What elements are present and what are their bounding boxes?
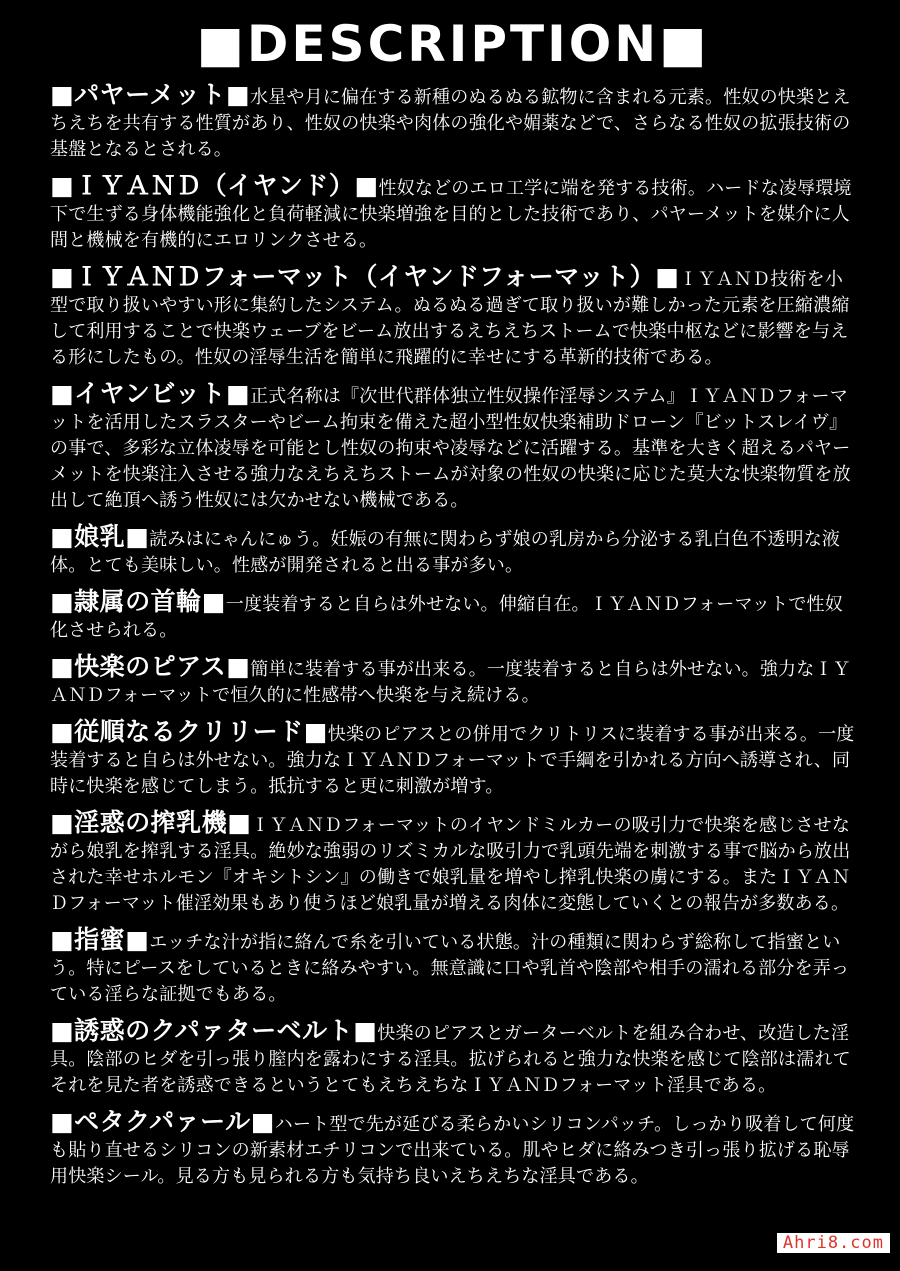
entry-shimitsu [50,927,856,1008]
entry-term: ■隷属の首輪■ [50,587,226,616]
entry-belt [50,1018,856,1099]
entry-description: 簡単に装着する事が出来る。一度装着すると自らは外せない。強力なＩＹＡＮＤフォーマットで恒久的に性感帯へ快楽を与え続ける。 [50,659,851,706]
entry-term: ■ＩＹＡＮＤフォーマット（イヤンドフォーマット）■ [50,262,680,291]
entry-iyand-format [50,264,856,371]
entry-term: ■快楽のピアス■ [50,652,251,681]
entry-milker [50,810,856,917]
entry-description: 水星や月に偏在する新種のぬるぬる鉱物に含まれる元素。性奴の快楽とえちえちを共有する性質があり、性奴の快楽や肉体の強化や媚薬などで、さらなる性奴の拡張技術の基盤となるとされる。 [50,87,851,160]
entry-term: ■誘惑のクパァターベルト■ [50,1016,378,1045]
entry-description: エッチな汁が指に絡んで糸を引いている状態。汁の種類に関わらず総称して指蜜という。特にピースをしているときに絡みやすい。無意識に口や乳首や陰部や相手の濡れる部分を弄っている淫らな証拠でもある。 [50,932,850,1005]
entry-iyan-bit [50,381,856,514]
entry-description: 快楽のピアスとガーターベルトを組み合わせ、改造した淫具。陰部のヒダを引っ張り膣内を露わにする淫具。拡げられると強力な快楽を感じて陰部は濡れてそれを見た者を誘惑できるというとてもえちえちなＩＹＡＮＤフォーマット淫具である。 [50,1023,851,1096]
entry-peta-kupaal [50,1109,856,1190]
entry-term: ■指蜜■ [50,925,150,954]
entry-iyand [50,173,856,254]
entry-description: 一度装着すると自らは外せない。伸縮自在。ＩＹＡＮＤフォーマットで性奴化させられる。 [50,594,843,641]
entry-term: ■娘乳■ [50,522,150,551]
entry-description: 快楽のピアスとの併用でクリトリスに装着する事が出来る。一度装着すると自らは外せない。強力なＩＹＡＮＤフォーマットで手綱を引かれる方向へ誘導され、同時に快楽を感じてしまう。抵抗すると更に刺激が増す。 [50,724,855,797]
entry-description: ＩＹＡＮＤ技術を小型で取り扱いやすい形に集約したシステム。ぬるぬる過ぎて取り扱いが難しかった元素を圧縮濃縮して利用することで快楽ウェーブをビーム放出するえちえちストームで快楽中枢などに影響を与える形にしたもの。性奴の淫辱生活を簡単に飛躍的に幸せにする革新的技術である。 [50,269,850,368]
entry-term: ■ペタクパァール■ [50,1107,275,1136]
entry-term: ■淫惑の搾乳機■ [50,808,252,837]
site-watermark: Ahri8.com [777,1233,890,1253]
entry-description: ハート型で先が延びる柔らかいシリコンパッチ。しっかり吸着して何度も貼り直せるシリコンの新素材エチリコンで出来ている。肌やヒダに絡みつき引っ張り拡げる恥辱用快楽シール。見る方も見られる方も気持ち良いえちえちな淫具である。 [50,1114,855,1187]
entry-piercing [50,654,856,709]
entry-payamet [50,82,856,163]
entry-collar [50,589,856,644]
entry-description: 性奴などのエロ工学に端を発する技術。ハードな凌辱環境下で生ずる身体機能強化と負荷軽減に快楽増強を目的とした技術であり、パヤーメットを媒介に人間と機械を有機的にエロリンクさせる。 [50,178,852,251]
entry-term: ■従順なるクリリード■ [50,717,328,746]
entry-nyannyu [50,524,856,579]
page-title: ■DESCRIPTION■ [196,15,710,73]
entry-term: ■イヤンビット■ [50,379,250,408]
entry-term: ■パヤーメット■ [50,80,250,109]
entry-term: ■ＩＹＡＮＤ（イヤンド）■ [50,171,379,200]
entry-cli-lead [50,719,856,800]
entry-description: 正式名称は『次世代群体独立性奴操作淫辱システム』ＩＹＡＮＤフォーマットを活用したスラスターやビーム拘束を備えた超小型性奴快楽補助ドローン『ビットスレイヴ』の事で、多彩な立体凌辱を可能とし性奴の拘束や凌辱などに活躍する。基準を大きく超えるパヤーメットを快楽注入させる強力なえちえちストームが対象の性奴の快楽に応じた莫大な快楽物質を放出して絶頂へ誘う性奴には欠かせない機械である。 [50,386,851,511]
entry-description: ＩＹＡＮＤフォーマットのイヤンドミルカーの吸引力で快楽を感じさせながら娘乳を搾乳する淫具。絶妙な強弱のリズミカルな吸引力で乳頭先端を刺激する事で脳から放出された幸せホルモン『オキシトシン』の働きで娘乳量を増やし搾乳快楽の虜にする。またＩＹＡＮＤフォーマット催淫効果もあり使うほど娘乳量が増える肉体に変態していくとの報告が多数ある。 [50,815,851,914]
entry-description: 読みはにゃんにゅう。妊娠の有無に関わらず娘の乳房から分泌する乳白色不透明な液体。とても美味しい。性感が開発されると出る事が多い。 [50,529,841,576]
